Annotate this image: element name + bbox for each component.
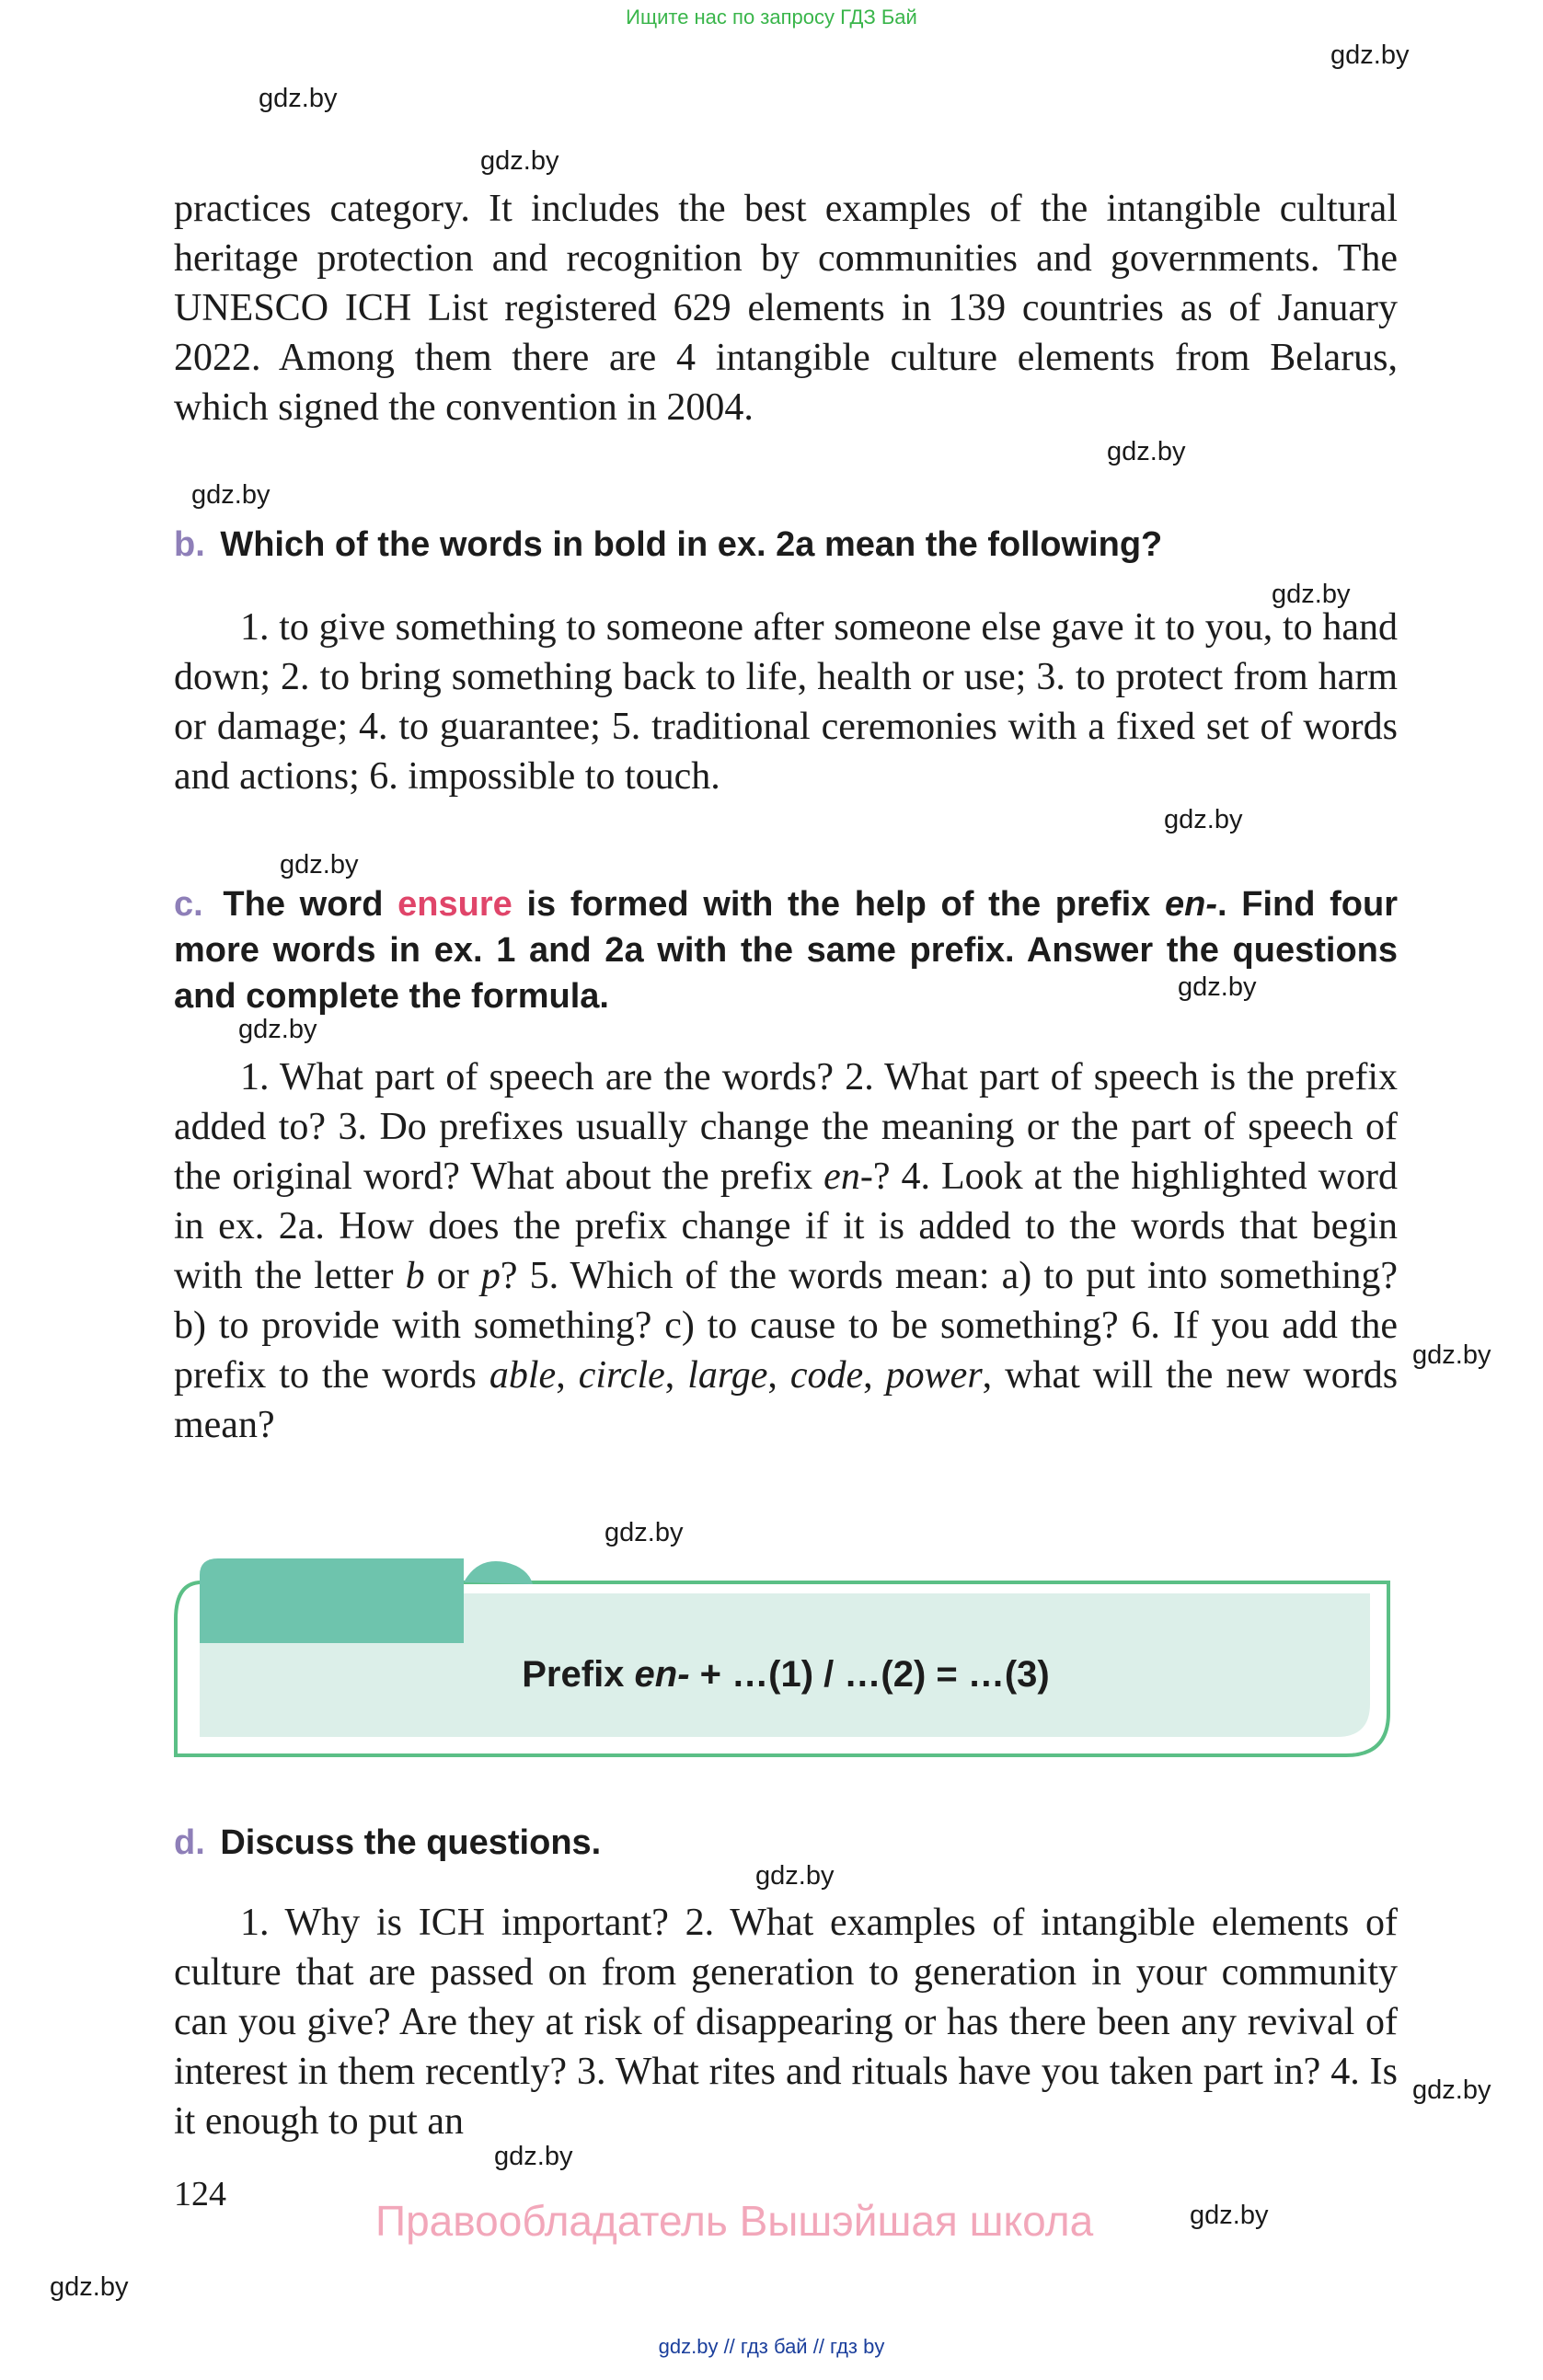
watermark: gdz.by <box>1412 1340 1491 1370</box>
watermark: gdz.by <box>755 1861 835 1891</box>
watermark: gdz.by <box>280 850 359 880</box>
task-c-text: 1. What part of speech are the words? 2. What part of speech is the prefix added to? 3. Do prefixes usually change the meaning or the part of speech of the original word? What about the prefix <box>174 1056 1398 1198</box>
word-code: code <box>789 1354 864 1397</box>
formula-rest: + …(1) / …(2) = …(3) <box>699 1654 1050 1695</box>
task-letter: b. <box>174 525 205 564</box>
formula-text <box>174 1654 1398 1696</box>
task-d-heading <box>174 1820 1398 1866</box>
prefix-en-italic: en- <box>823 1156 873 1198</box>
watermark: gdz.by <box>259 84 338 113</box>
watermark: gdz.by <box>605 1518 684 1547</box>
word-power: power <box>885 1354 983 1397</box>
task-c-text: , what will the new words mean? <box>174 1354 1399 1446</box>
watermark: gdz.by <box>1178 972 1257 1002</box>
prefix-en: en- <box>1164 885 1217 924</box>
footer-links[interactable]: gdz.by // гдз бай // гдз by <box>658 2335 885 2358</box>
intro-paragraph: practices category. It includes the best examples of the intangible cultural heritage protection and recognition by communities and governments. The UNESCO ICH List registered 629 elements in 139 countries as of January 2022. Among them there are 4 intangible culture elements from Belarus, which signed the convention in 2004. <box>174 188 1398 429</box>
highlighted-word-ensure: ensure <box>397 885 512 924</box>
watermark: gdz.by <box>1107 437 1186 466</box>
task-d-text: 1. Why is ICH important? 2. What examples of intangible elements of culture that are passed on from generation to generation in your community can you give? Are they at risk of disappearing or has there been any revival of interest in them recently? 3. What rites and rituals have you taken part in? 4. Is it enough to put an <box>174 1902 1398 2143</box>
letter-p: p <box>480 1255 501 1297</box>
watermark: gdz.by <box>1190 2201 1269 2230</box>
formula-label: Prefix <box>522 1654 625 1695</box>
task-b-text: 1. to give something to someone after someone else gave it to you, to hand down; 2. to bring something back to life, health or use; 3. to protect from harm or damage; 4. to guarantee; 5. traditional ceremonies with a fixed set of words and actions; 6. impossible to touch. <box>174 606 1398 798</box>
task-b-body <box>174 603 1398 801</box>
task-c-text: or <box>436 1255 469 1297</box>
watermark: gdz.by <box>480 146 559 176</box>
task-c-title-part1: The word <box>223 885 384 924</box>
letter-b: b <box>405 1255 425 1297</box>
watermark: gdz.by <box>1330 40 1410 70</box>
search-hint-banner[interactable]: Ищите нас по запросу ГДЗ Бай <box>626 6 917 29</box>
word-able: able <box>489 1354 557 1397</box>
task-d-title: Discuss the questions. <box>220 1823 602 1862</box>
word-large: large <box>687 1354 768 1397</box>
watermark: gdz.by <box>238 1015 317 1044</box>
task-c-text: ? 4. Look at the highlighted word in ex. 2a. How does the prefix change if it is added to the words that begin with the letter <box>174 1156 1398 1297</box>
formula-prefix: en- <box>634 1654 690 1695</box>
watermark: gdz.by <box>191 480 271 510</box>
task-c-text: ? 5. Which of the words mean: a) to put into something? b) to provide with something? c) to cause to be something? 6. If you add the prefix to the words <box>174 1255 1399 1397</box>
task-b-heading <box>174 522 1398 568</box>
watermark: gdz.by <box>50 2272 129 2302</box>
watermark: gdz.by <box>1272 580 1351 609</box>
task-c-heading <box>174 881 1398 1019</box>
word-circle: circle <box>578 1354 665 1397</box>
task-d-body <box>174 1898 1398 2146</box>
copyright-notice: Правообладатель Вышэйшая школа <box>375 2197 1094 2245</box>
task-c-body: 1. What part of speech are the words? 2. What part of speech is the prefix added to? 3. Do prefixes usually change the meaning or the part of speech of the original word? What about the prefix en-? 4. Look at the highlighted word in ex. 2a. How does the prefix change if it is added to the words that begin with the letter b or p? 5. Which of the words mean: a) to put into something? b) to provide with something? c) to cause to be something? 6. If you add the prefix to the words able, circle, large, code, power, what will the new words mean? <box>174 1056 1399 1446</box>
watermark: gdz.by <box>494 2142 573 2171</box>
watermark: gdz.by <box>1412 2075 1491 2105</box>
task-c-title-part2: is formed with the help of the prefix <box>526 885 1151 924</box>
watermark: gdz.by <box>1164 805 1243 834</box>
task-letter: d. <box>174 1823 205 1862</box>
page-number: 124 <box>174 2175 226 2213</box>
task-c-title-part3: . Find four more words in ex. 1 and 2a with the same prefix. Answer the questions and complete the formula. <box>174 885 1398 1016</box>
task-b-title: Which of the words in bold in ex. 2a mean the following? <box>220 525 1163 564</box>
formula-box <box>174 1555 1398 1759</box>
task-letter: c. <box>174 885 203 924</box>
